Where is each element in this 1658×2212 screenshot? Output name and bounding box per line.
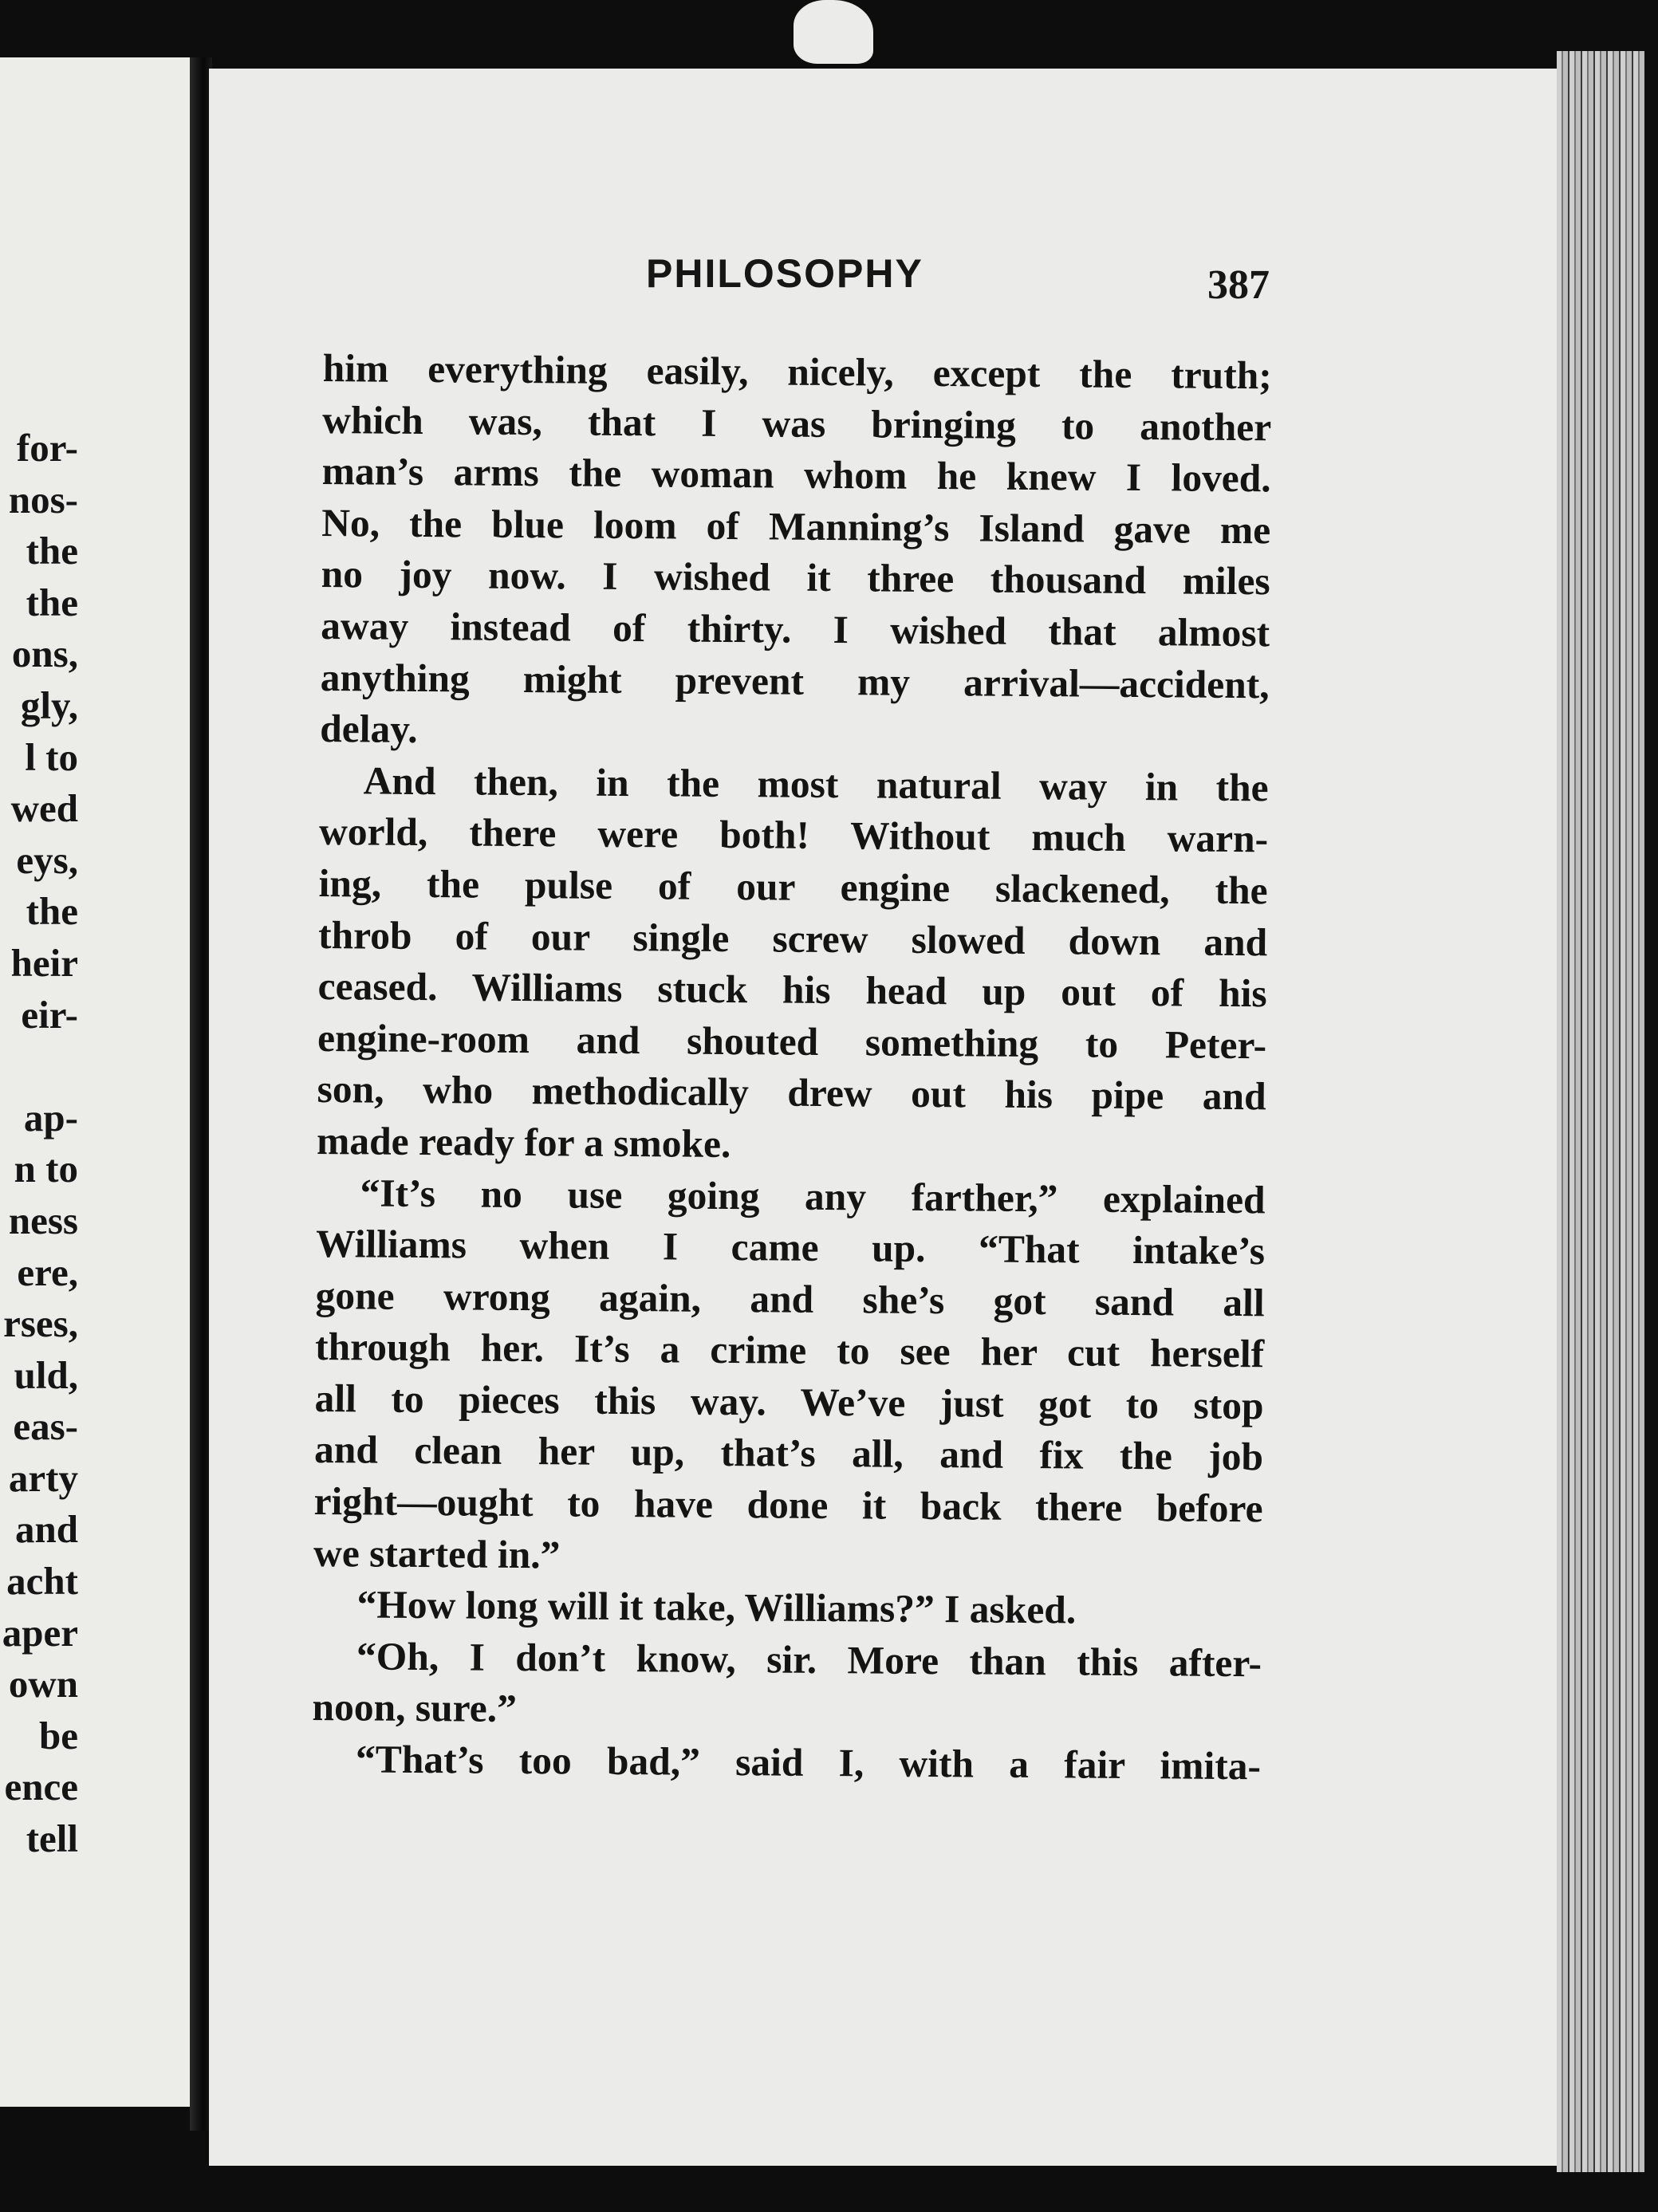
previous-page-line: gly, (20, 683, 78, 727)
previous-page-line: arty (8, 1455, 78, 1500)
text-line: gone wrong again, and she’s got sand all (315, 1273, 1265, 1324)
text-line: “It’s no use going any farther,” explained (360, 1170, 1266, 1222)
text-line: engine-room and shouted something to Peter- (317, 1015, 1267, 1068)
body-text (312, 343, 1272, 1793)
text-line: we started in.” (313, 1530, 561, 1577)
text-line: right—ought to have done it back there before (313, 1479, 1263, 1531)
previous-page-line: eas- (13, 1404, 78, 1449)
previous-page-line: own (8, 1662, 78, 1706)
previous-page-line: uld, (14, 1352, 78, 1397)
previous-page-line: eys, (16, 837, 78, 882)
previous-page-text (2, 423, 78, 1865)
text-line: ing, the pulse of our engine slackened, the (318, 860, 1268, 913)
text-line: Williams when I came up. “That intake’s (315, 1222, 1266, 1273)
text-line: delay. (319, 707, 418, 752)
torn-margin (794, 0, 873, 64)
text-line: “How long will it take, Williams?” I asked. (356, 1582, 1077, 1632)
previous-page-line: n to (14, 1147, 78, 1191)
text-line: ceased. Williams stuck his head up out of his (317, 964, 1267, 1016)
page-number: 387 (1207, 262, 1270, 308)
text-line: No, the blue loom of Manning’s Island gave me (321, 500, 1271, 553)
page-edges (1557, 51, 1644, 2172)
text-line: him everything easily, nicely, except the truth; (322, 345, 1272, 398)
previous-page-line: acht (6, 1559, 78, 1604)
text-line: no joy now. I wished it three thousand miles (321, 552, 1270, 604)
text-line: And then, in the most natural way in the (363, 758, 1269, 810)
previous-page-line: rses, (3, 1301, 78, 1346)
text-line: noon, sure.” (312, 1685, 518, 1731)
previous-page-line: ness (8, 1198, 78, 1242)
previous-page-line: the (26, 889, 78, 934)
text-line: and clean her up, that’s all, and fix the job (313, 1427, 1264, 1479)
text-line: anything might prevent my arrival—accident, (320, 655, 1270, 707)
previous-page-line (2, 1041, 78, 1092)
previous-page-line: wed (10, 786, 78, 831)
previous-page-line: and (14, 1507, 78, 1552)
previous-page-line: ere, (17, 1250, 78, 1294)
previous-page-line: tell (26, 1816, 78, 1861)
text-line: through her. It’s a crime to see her cut herself (314, 1324, 1265, 1376)
text-line: son, who methodically drew out his pipe and (317, 1067, 1266, 1119)
text-line: “Oh, I don’t know, sir. More than this after- (356, 1634, 1262, 1686)
text-line: which was, that I was bringing to another (322, 397, 1272, 449)
text-line: “That’s too bad,” said I, with a fair imita- (355, 1737, 1262, 1789)
text-line: world, there were both! Without much warn- (318, 809, 1269, 861)
text-line: man’s arms the woman whom he knew I loved. (321, 449, 1271, 501)
previous-page-line: the (26, 580, 78, 624)
text-line: all to pieces this way. We’ve just got to stop (314, 1376, 1264, 1428)
text-line: throb of our single screw slowed down and (317, 912, 1268, 964)
previous-page-line: nos- (8, 477, 78, 522)
running-head: PHILOSOPHY (646, 251, 924, 296)
previous-page-line: heir (10, 940, 78, 985)
previous-page-line: for- (16, 426, 78, 470)
text-line: made ready for a smoke. (316, 1118, 731, 1166)
previous-page (0, 57, 190, 2107)
previous-page-line: aper (2, 1610, 78, 1655)
previous-page-line: l to (25, 734, 78, 779)
previous-page-line: ap- (23, 1095, 78, 1139)
previous-page-line: be (39, 1713, 78, 1757)
previous-page-line: eir- (21, 992, 78, 1037)
previous-page-line: the (26, 529, 78, 573)
previous-page-line: ence (4, 1765, 78, 1809)
previous-page-line: ons, (11, 632, 78, 676)
text-line: away instead of thirty. I wished that almost (321, 603, 1270, 655)
